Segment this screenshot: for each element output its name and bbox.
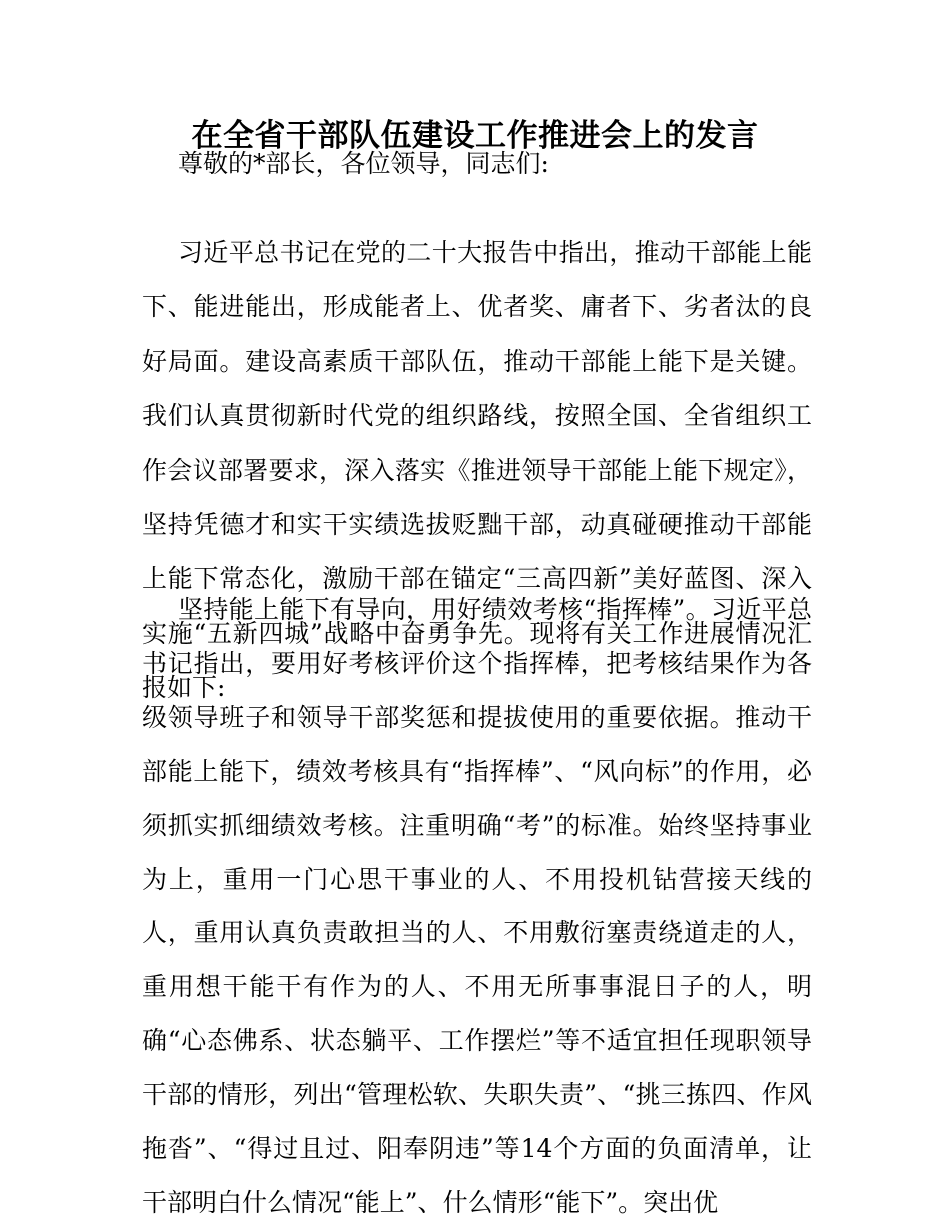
body-paragraph-2: 坚持能上能下有导向，用好绩效考核“指挥棒”。习近平总书记指出，要用好考核评价这个指挥棒，把考核结果作为各级领导班子和领导干部奖惩和提拔使用的重要依据。推动干部能上能下，绩效考核具有“指挥棒”、“风向标”的作用，必须抓实抓细绩效考核。注重明确“考”的标准。始终坚持事业为上，重用一门心思干事业的人、不用投机钻营接天线的人，重用认真负责敢担当的人、不用敷衍塞责绕道走的人，重用想干能干有作为的人、不用无所事事混日子的人，明确“心态佛系、状态躺平、工作摆烂”等不适宜担任现职领导干部的情形，列出“管理松软、失职失责”、“挑三拣四、作风拖沓”、“得过且过、阳奉阴违”等14个方面的负面清单，让干部明白什么情况“能上”、什么情形“能下”。突出优 <box>142 595 812 1217</box>
salutation: 尊敬的*部长，各位领导，同志们: <box>178 149 549 178</box>
document-title: 在全省干部队伍建设工作推进会上的发言 <box>191 118 759 154</box>
body-paragraph-1: 习近平总书记在党的二十大报告中指出，推动干部能上能下、能进能出，形成能者上、优者奖、庸者下、劣者汰的良好局面。建设高素质干部队伍，推动干部能上能下是关键。我们认真贯彻新时代党的组织路线，按照全国、全省组织工作会议部署要求，深入落实《推进领导干部能上能下规定》，坚持凭德才和实干实绩选拔贬黜干部，动真碰硬推动干部能上能下常态化，激励干部在锚定“三高四新”美好蓝图、深入实施“五新四城”战略中奋勇争先。现将有关工作进展情况汇报如下: <box>142 238 812 703</box>
